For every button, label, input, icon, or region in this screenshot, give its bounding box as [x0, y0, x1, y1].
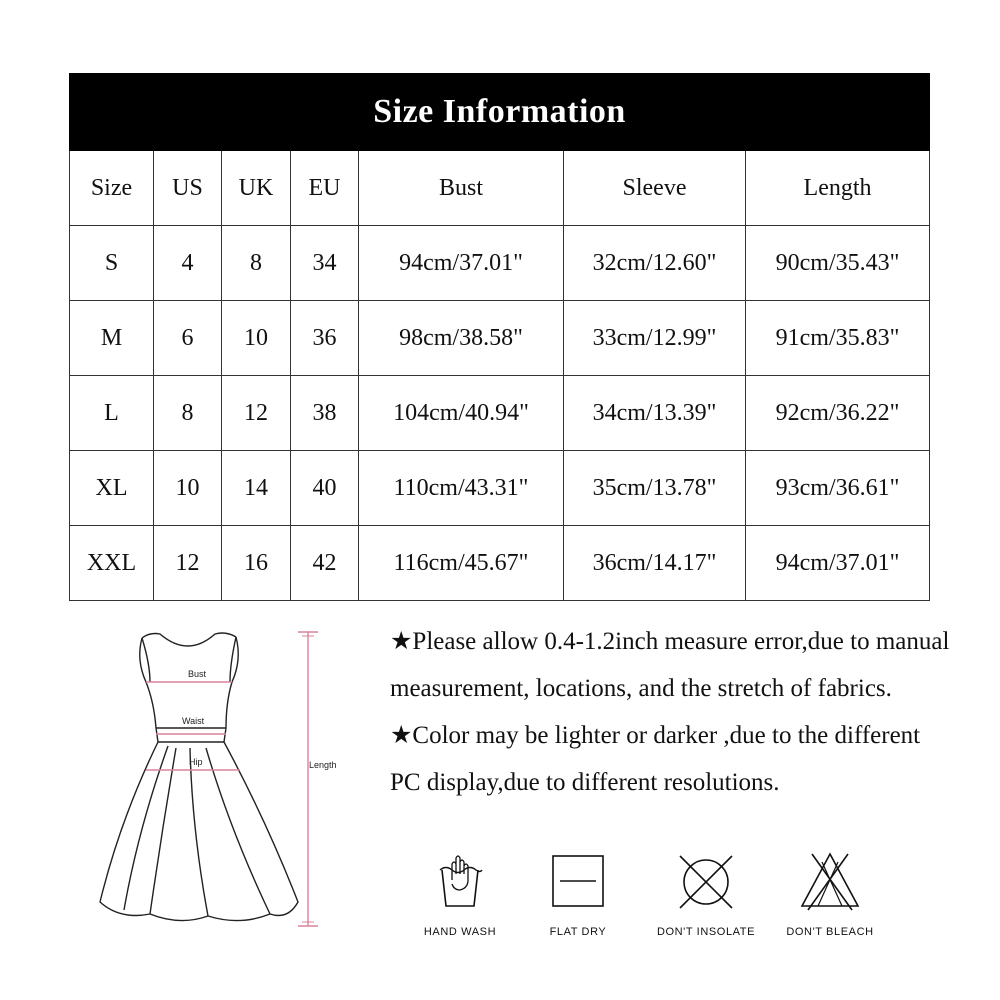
bust-label: Bust	[188, 669, 207, 679]
table-cell: 92cm/36.22"	[746, 376, 930, 451]
header-length: Length	[746, 151, 930, 226]
table-cell: 90cm/35.43"	[746, 226, 930, 301]
table-cell: 32cm/12.60"	[564, 226, 746, 301]
table-row	[70, 226, 930, 301]
header-row	[70, 151, 930, 226]
table-cell: 42	[291, 526, 359, 601]
table-cell: 4	[154, 226, 222, 301]
dont-bleach-icon	[798, 850, 862, 912]
table-cell: 6	[154, 301, 222, 376]
table-cell: XXL	[70, 526, 154, 601]
table-cell: 16	[222, 526, 291, 601]
table-cell: 35cm/13.78"	[564, 451, 746, 526]
table-cell: 8	[222, 226, 291, 301]
header-size: Size	[70, 151, 154, 226]
table-cell: 104cm/40.94"	[359, 376, 564, 451]
dress-illustration	[80, 620, 380, 950]
dress-diagram	[80, 620, 380, 950]
table-cell: 12	[222, 376, 291, 451]
table-cell: 91cm/35.83"	[746, 301, 930, 376]
table-cell: 34	[291, 226, 359, 301]
flat-dry-icon	[548, 850, 608, 912]
table-row	[70, 451, 930, 526]
waist-label: Waist	[182, 716, 205, 726]
table-row	[70, 301, 930, 376]
table-cell: 33cm/12.99"	[564, 301, 746, 376]
table-cell: 110cm/43.31"	[359, 451, 564, 526]
table-cell: 94cm/37.01"	[746, 526, 930, 601]
hand-wash-icon	[430, 850, 490, 912]
notes	[390, 618, 950, 806]
care-hand-wash	[400, 850, 520, 938]
table-cell: 116cm/45.67"	[359, 526, 564, 601]
care-instructions	[400, 850, 900, 960]
care-dont-bleach	[770, 850, 890, 938]
header-eu: EU	[291, 151, 359, 226]
table-cell: 38	[291, 376, 359, 451]
table-cell: 34cm/13.39"	[564, 376, 746, 451]
table-row	[70, 526, 930, 601]
table-cell: 36cm/14.17"	[564, 526, 746, 601]
table-cell: 98cm/38.58"	[359, 301, 564, 376]
header-bust: Bust	[359, 151, 564, 226]
table-title: Size Information	[70, 74, 930, 151]
table-cell: 36	[291, 301, 359, 376]
header-us: US	[154, 151, 222, 226]
table-cell: XL	[70, 451, 154, 526]
length-label: Length	[309, 760, 337, 770]
table-cell: 40	[291, 451, 359, 526]
measure-lines	[146, 632, 318, 926]
header-uk: UK	[222, 151, 291, 226]
table-cell: 12	[154, 526, 222, 601]
table-row	[70, 376, 930, 451]
measure-error-note: ★Please allow 0.4-1.2inch measure error,due to manual measurement, locations, and the stretch of fabrics.	[390, 628, 950, 702]
table-cell: 94cm/37.01"	[359, 226, 564, 301]
flat-dry-label: FLAT DRY	[549, 926, 607, 938]
color-note: ★Color may be lighter or darker ,due to the different PC display,due to different resolutions.	[390, 722, 921, 796]
table-cell: 14	[222, 451, 291, 526]
care-dont-insolate	[646, 850, 766, 938]
hand-wash-label: HAND WASH	[423, 926, 497, 938]
table-cell: 93cm/36.61"	[746, 451, 930, 526]
header-sleeve: Sleeve	[564, 151, 746, 226]
care-flat-dry	[518, 850, 638, 938]
table-cell: 8	[154, 376, 222, 451]
table-cell: M	[70, 301, 154, 376]
table-cell: 10	[154, 451, 222, 526]
table-cell: L	[70, 376, 154, 451]
dont-insolate-icon	[674, 850, 738, 912]
title-row	[70, 74, 930, 151]
hip-label: Hip	[189, 757, 203, 767]
dont-insolate-label: DON'T INSOLATE	[656, 926, 756, 938]
table-cell: 10	[222, 301, 291, 376]
table-cell: S	[70, 226, 154, 301]
dont-bleach-label: DON'T BLEACH	[786, 926, 874, 938]
size-table	[69, 73, 930, 601]
